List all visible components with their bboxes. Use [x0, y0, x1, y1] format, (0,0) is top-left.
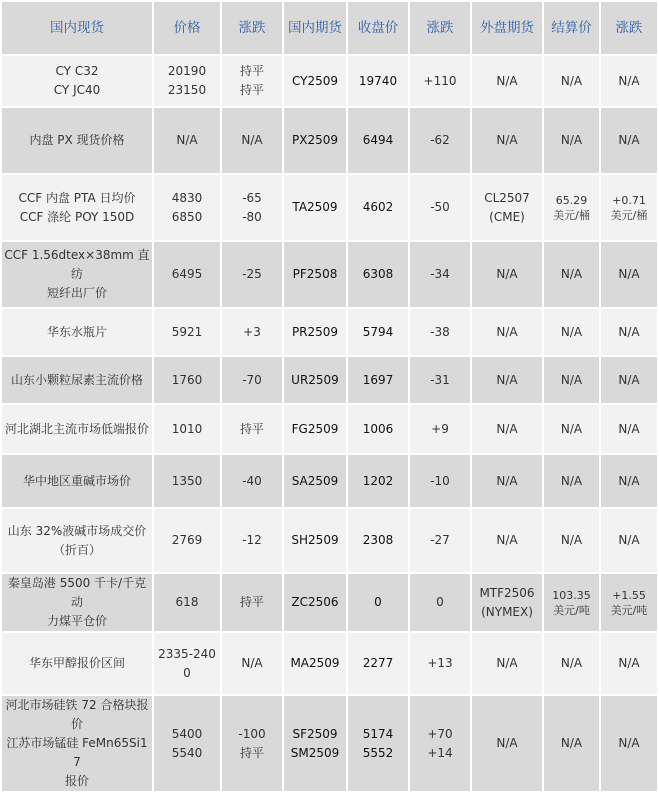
close-price-cell: [348, 455, 408, 507]
cell-line: CY2509: [291, 73, 339, 88]
price-cell: [154, 56, 220, 106]
price-cell: [154, 696, 220, 791]
cell-line: -62: [430, 133, 450, 147]
settle-change-cell: [601, 309, 657, 355]
cell-line: N/A: [560, 421, 583, 436]
cell-line: CCF 内盘 PTA 日均价: [18, 190, 136, 205]
spot-change-cell: [222, 108, 282, 173]
spot-change-cell: [222, 56, 282, 106]
future-change-cell: [410, 405, 470, 453]
spot-change-cell: [222, 633, 282, 694]
cell-line: 5400: [171, 726, 203, 741]
cell-line: +0.71: [612, 193, 646, 207]
table-row: [2, 405, 657, 453]
future-code-cell: [284, 56, 346, 106]
price-cell: [154, 309, 220, 355]
cell-line: 山东 32%液碱市场成交价: [7, 523, 147, 538]
close-price-cell: [348, 357, 408, 403]
cell-line: -10: [430, 473, 450, 488]
cell-line: 5921: [171, 324, 203, 339]
cell-line: 持平: [239, 83, 264, 97]
header-domestic-spot: 国内现货: [2, 2, 152, 54]
price-cell: [154, 633, 220, 694]
cell-line: (NYMEX): [481, 604, 533, 619]
spot-change-cell: [222, 455, 282, 507]
foreign-future-cell: [472, 357, 542, 403]
close-price-cell: [348, 574, 408, 631]
cell-line: 5174: [362, 726, 394, 741]
cell-line: 20190: [167, 64, 207, 78]
cell-line: 1760: [171, 372, 203, 387]
cell-line: FG2509: [291, 421, 339, 436]
cell-line: N/A: [496, 473, 518, 488]
cell-line: 力煤平仓价: [46, 614, 107, 628]
cell-line: -34: [430, 267, 450, 281]
cell-line: （折百）: [52, 542, 101, 557]
foreign-future-cell: [472, 696, 542, 791]
cell-line: 4830: [171, 190, 203, 205]
cell-line: TA2509: [292, 200, 338, 214]
cell-line: N/A: [560, 324, 583, 339]
cell-line: N/A: [176, 133, 198, 147]
settle-change-cell: [601, 633, 657, 694]
table-row: [2, 309, 657, 355]
cell-line: 持平: [239, 745, 264, 760]
table-row: [2, 696, 657, 791]
cell-line: +13: [427, 656, 453, 670]
cell-line: +70: [427, 726, 453, 741]
settle-change-cell: [601, 696, 657, 791]
cell-line: UR2509: [291, 372, 339, 387]
spot-change-cell: [222, 242, 282, 307]
cell-line: 4602: [362, 200, 394, 214]
cell-line: N/A: [496, 736, 518, 750]
cell-line: N/A: [496, 421, 518, 436]
cell-line: 6308: [362, 267, 394, 281]
cell-line: -31: [430, 372, 450, 387]
cell-line: 6495: [171, 267, 203, 281]
settle-change-cell: [601, 574, 657, 631]
header-future-change: 涨跌: [410, 2, 470, 54]
cell-line: SM2509: [290, 745, 340, 760]
cell-line: 5540: [171, 745, 203, 760]
cell-line: N/A: [496, 372, 518, 387]
cell-line: N/A: [560, 133, 583, 147]
cell-line: CCF 1.56dtex×38mm 直纺: [4, 248, 150, 281]
cell-line: N/A: [618, 656, 640, 670]
table-row: [2, 108, 657, 173]
cell-line: N/A: [241, 133, 263, 147]
cell-line: 美元/桶: [553, 208, 590, 222]
close-price-cell: [348, 633, 408, 694]
cell-line: 持平: [239, 421, 264, 436]
cell-line: N/A: [618, 372, 640, 387]
cell-line: 报价: [64, 774, 89, 788]
cell-line: N/A: [618, 473, 640, 488]
cell-line: -100: [238, 726, 266, 741]
settle-price-cell: [544, 696, 599, 791]
close-price-cell: [348, 509, 408, 572]
close-price-cell: [348, 108, 408, 173]
foreign-future-cell: [472, 633, 542, 694]
cell-line: 河北市场硅铁 72 合格块报价: [5, 698, 149, 731]
future-change-cell: [410, 56, 470, 106]
table-row: [2, 509, 657, 572]
future-change-cell: [410, 574, 470, 631]
close-price-cell: [348, 175, 408, 240]
price-cell: [154, 405, 220, 453]
spot-cell: [2, 405, 152, 453]
settle-change-cell: [601, 405, 657, 453]
close-price-cell: [348, 56, 408, 106]
cell-line: 2335-2400: [158, 646, 216, 680]
price-cell: [154, 175, 220, 240]
price-cell: [154, 357, 220, 403]
cell-line: 65.29: [555, 193, 588, 207]
cell-line: N/A: [560, 372, 583, 387]
price-cell: [154, 108, 220, 173]
future-change-cell: [410, 357, 470, 403]
future-change-cell: [410, 509, 470, 572]
cell-line: 华东水瓶片: [46, 324, 107, 339]
cell-line: 23150: [167, 83, 207, 97]
future-change-cell: [410, 633, 470, 694]
close-price-cell: [348, 309, 408, 355]
future-change-cell: [410, 175, 470, 240]
spot-change-cell: [222, 175, 282, 240]
cell-line: PF2508: [292, 267, 338, 281]
cell-line: 华东甲醇报价区间: [28, 656, 125, 670]
settle-change-cell: [601, 357, 657, 403]
cell-line: N/A: [496, 267, 518, 281]
foreign-future-cell: [472, 309, 542, 355]
table-row: [2, 633, 657, 694]
cell-line: 1202: [362, 473, 394, 488]
cell-line: 0: [374, 595, 382, 609]
cell-line: N/A: [496, 133, 518, 147]
spot-change-cell: [222, 574, 282, 631]
cell-line: 短纤出厂价: [46, 286, 107, 300]
cell-line: N/A: [241, 656, 263, 670]
close-price-cell: [348, 405, 408, 453]
spot-cell: [2, 509, 152, 572]
table-row: [2, 56, 657, 106]
future-code-cell: [284, 108, 346, 173]
cell-line: 山东小颗粒尿素主流价格: [10, 372, 143, 387]
cell-line: PR2509: [291, 324, 339, 339]
cell-line: N/A: [560, 73, 583, 88]
cell-line: N/A: [618, 533, 640, 547]
cell-line: 内盘 PX 现货价格: [29, 133, 125, 147]
cell-line: N/A: [618, 267, 640, 281]
future-code-cell: [284, 175, 346, 240]
price-cell: [154, 242, 220, 307]
future-code-cell: [284, 509, 346, 572]
cell-line: MA2509: [290, 656, 340, 670]
settle-price-cell: [544, 455, 599, 507]
cell-line: 秦皇岛港 5500 千卡/千克动: [7, 576, 147, 609]
future-code-cell: [284, 357, 346, 403]
cell-line: -80: [242, 209, 262, 224]
cell-line: 2277: [362, 656, 394, 670]
foreign-future-cell: [472, 574, 542, 631]
future-change-cell: [410, 309, 470, 355]
cell-line: N/A: [560, 267, 583, 281]
cell-line: 美元/桶: [610, 208, 648, 222]
cell-line: 美元/吨: [553, 603, 590, 617]
cell-line: 河北湖北主流市场低端报价: [4, 421, 149, 436]
foreign-future-cell: [472, 56, 542, 106]
cell-line: 5552: [362, 745, 394, 760]
cell-line: +1.55: [612, 588, 646, 602]
cell-line: -65: [242, 190, 262, 205]
cell-line: 2769: [171, 533, 203, 547]
spot-cell: [2, 175, 152, 240]
foreign-future-cell: [472, 242, 542, 307]
header-close-price: 收盘价: [348, 2, 408, 54]
spot-cell: [2, 633, 152, 694]
cell-line: (CME): [489, 209, 525, 224]
cell-line: N/A: [618, 324, 640, 339]
foreign-future-cell: [472, 405, 542, 453]
spot-cell: [2, 309, 152, 355]
cell-line: CL2507: [484, 190, 530, 205]
cell-line: N/A: [618, 133, 640, 147]
cell-line: 1010: [171, 421, 203, 436]
cell-line: PX2509: [292, 133, 338, 147]
cell-line: N/A: [496, 533, 518, 547]
cell-line: N/A: [560, 736, 583, 750]
header-settle-change: 涨跌: [601, 2, 657, 54]
settle-change-cell: [601, 455, 657, 507]
spot-change-cell: [222, 696, 282, 791]
cell-line: -25: [242, 267, 262, 281]
table-row: [2, 357, 657, 403]
spot-cell: [2, 357, 152, 403]
cell-line: -70: [242, 372, 262, 387]
foreign-future-cell: [472, 175, 542, 240]
cell-line: 618: [175, 595, 199, 609]
settle-change-cell: [601, 175, 657, 240]
spot-change-cell: [222, 309, 282, 355]
settle-change-cell: [601, 108, 657, 173]
cell-line: N/A: [496, 656, 518, 670]
spot-cell: [2, 108, 152, 173]
future-change-cell: [410, 455, 470, 507]
settle-price-cell: [544, 242, 599, 307]
spot-change-cell: [222, 509, 282, 572]
cell-line: +110: [423, 73, 457, 88]
settle-change-cell: [601, 242, 657, 307]
future-change-cell: [410, 696, 470, 791]
cell-line: ZC2506: [291, 595, 339, 609]
close-price-cell: [348, 696, 408, 791]
cell-line: CY JC40: [53, 83, 101, 97]
cell-line: N/A: [618, 73, 640, 88]
table-row: [2, 455, 657, 507]
settle-change-cell: [601, 56, 657, 106]
cell-line: 持平: [239, 595, 264, 609]
cell-line: 江苏市场锰硅 FeMn65Si17: [6, 736, 148, 769]
cell-line: MTF2506: [479, 585, 535, 600]
header-domestic-future: 国内期货: [284, 2, 346, 54]
cell-line: +3: [243, 324, 261, 339]
spot-change-cell: [222, 357, 282, 403]
spot-cell: [2, 574, 152, 631]
header-spot-change: 涨跌: [222, 2, 282, 54]
settle-change-cell: [601, 509, 657, 572]
spot-cell: [2, 242, 152, 307]
table-row: [2, 574, 657, 631]
header-price: 价格: [154, 2, 220, 54]
cell-line: -27: [430, 533, 450, 547]
spot-cell: [2, 56, 152, 106]
cell-line: 2308: [362, 533, 394, 547]
cell-line: 103.35: [552, 588, 591, 602]
future-code-cell: [284, 696, 346, 791]
settle-price-cell: [544, 175, 599, 240]
table-row: [2, 242, 657, 307]
cell-line: N/A: [496, 73, 518, 88]
future-code-cell: [284, 633, 346, 694]
cell-line: 6494: [362, 133, 394, 147]
cell-line: +14: [427, 745, 453, 760]
price-cell: [154, 574, 220, 631]
future-code-cell: [284, 405, 346, 453]
settle-price-cell: [544, 309, 599, 355]
spot-cell: [2, 455, 152, 507]
settle-price-cell: [544, 405, 599, 453]
cell-line: -50: [430, 200, 450, 214]
future-code-cell: [284, 242, 346, 307]
cell-line: -12: [242, 533, 262, 547]
settle-price-cell: [544, 357, 599, 403]
header-row: [2, 2, 657, 54]
cell-line: 华中地区重碱市场价: [22, 473, 131, 488]
cell-line: 6850: [171, 209, 203, 224]
cell-line: -38: [430, 324, 450, 339]
cell-line: N/A: [560, 656, 583, 670]
price-cell: [154, 455, 220, 507]
cell-line: 美元/吨: [610, 603, 648, 617]
cell-line: 1006: [362, 421, 394, 436]
cell-line: 持平: [239, 64, 264, 78]
cell-line: 5794: [362, 324, 394, 339]
future-change-cell: [410, 242, 470, 307]
cell-line: N/A: [618, 421, 640, 436]
cell-line: N/A: [560, 473, 583, 488]
cell-line: 1697: [362, 372, 394, 387]
header-foreign-future: 外盘期货: [472, 2, 542, 54]
cell-line: N/A: [496, 324, 518, 339]
spot-cell: [2, 696, 152, 791]
table-row: [2, 175, 657, 240]
future-code-cell: [284, 309, 346, 355]
future-code-cell: [284, 574, 346, 631]
future-change-cell: [410, 108, 470, 173]
cell-line: SA2509: [291, 473, 339, 488]
cell-line: SF2509: [292, 726, 338, 741]
spot-change-cell: [222, 405, 282, 453]
foreign-future-cell: [472, 108, 542, 173]
settle-price-cell: [544, 574, 599, 631]
cell-line: N/A: [560, 533, 583, 547]
settle-price-cell: [544, 509, 599, 572]
header-settle-price: 结算价: [544, 2, 599, 54]
cell-line: 19740: [358, 73, 398, 88]
cell-line: CY C32: [55, 64, 99, 78]
settle-price-cell: [544, 108, 599, 173]
cell-line: 1350: [171, 473, 203, 488]
settle-price-cell: [544, 56, 599, 106]
cell-line: +9: [431, 421, 449, 436]
foreign-future-cell: [472, 509, 542, 572]
future-code-cell: [284, 455, 346, 507]
foreign-future-cell: [472, 455, 542, 507]
close-price-cell: [348, 242, 408, 307]
cell-line: SH2509: [291, 533, 339, 547]
table-body: [2, 56, 657, 791]
cell-line: CCF 涤纶 POY 150D: [19, 209, 135, 224]
cell-line: N/A: [618, 736, 640, 750]
cell-line: -40: [242, 473, 262, 488]
price-cell: [154, 509, 220, 572]
settle-price-cell: [544, 633, 599, 694]
cell-line: 0: [436, 595, 444, 609]
